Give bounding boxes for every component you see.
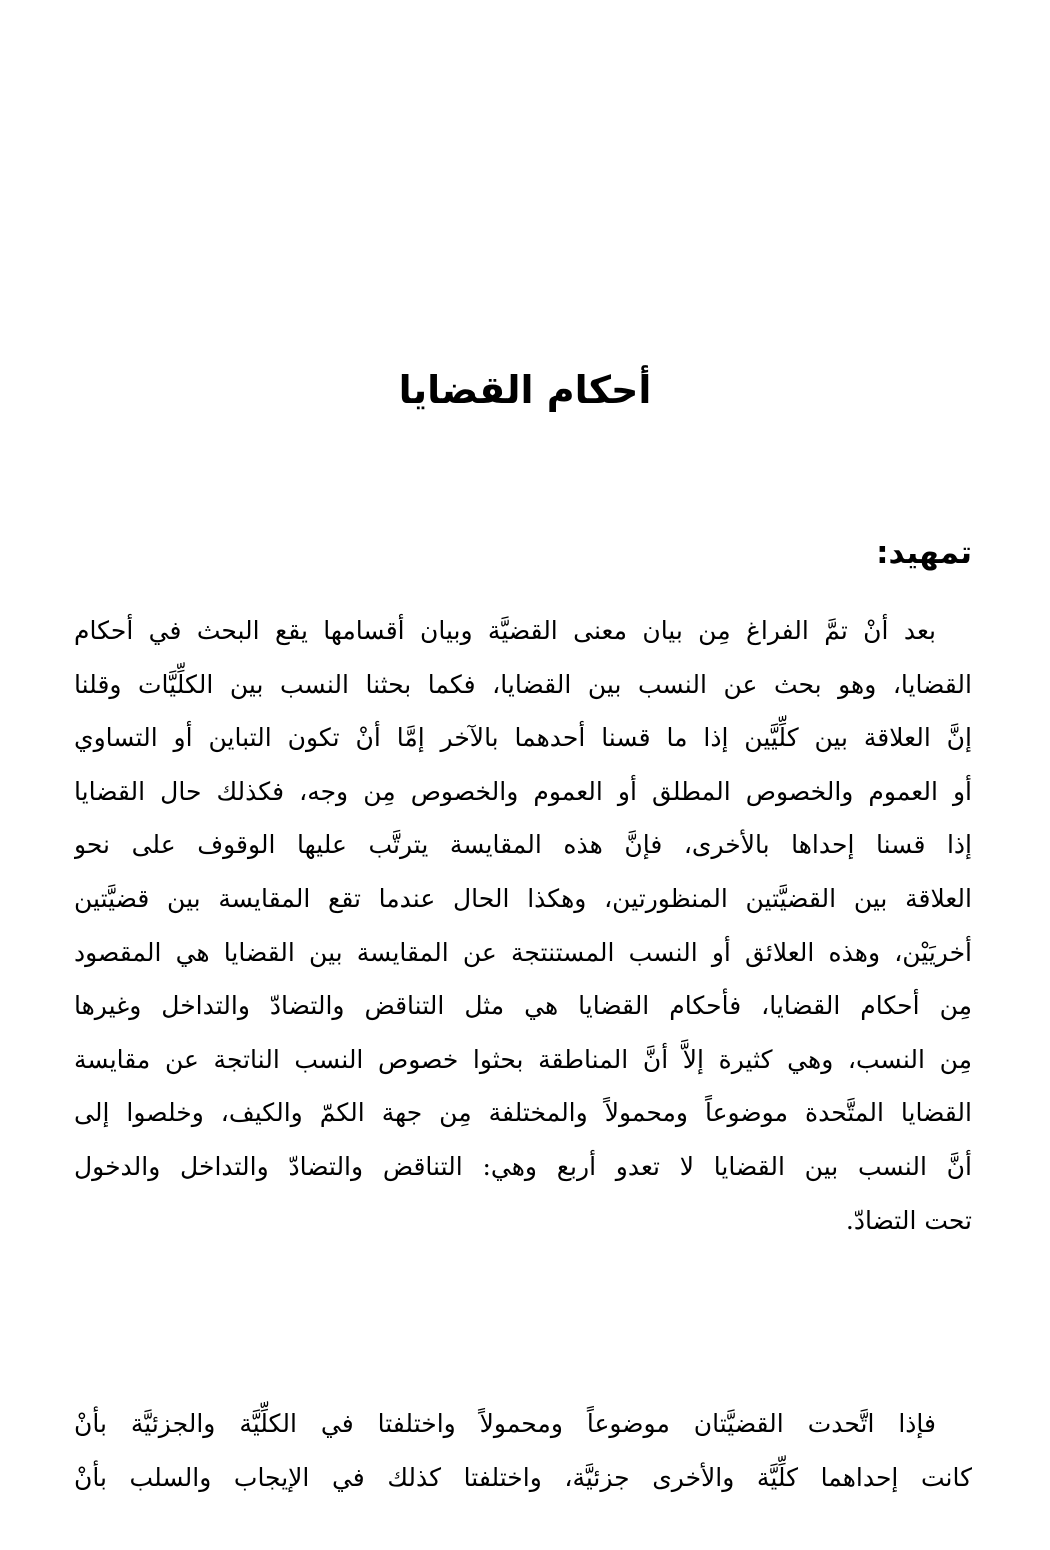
- paragraph-line: مِن أحكام القضايا، فأحكام القضايا هي مثل التناقض والتضادّ والتداخل وغيرها: [74, 991, 972, 1021]
- paragraph-line: إذا قسنا إحداها بالأخرى، فإنَّ هذه المقايسة يترتَّب عليها الوقوف على نحو: [74, 830, 972, 860]
- paragraph-1: [74, 604, 972, 1247]
- paragraph-line: القضايا، وهو بحث عن النسب بين القضايا، فكما بحثنا النسب بين الكلِّيَّات وقلنا: [74, 669, 972, 699]
- paragraph-line: مِن النسب، وهي كثيرة إلاَّ أنَّ المناطقة بحثوا خصوص النسب الناتجة عن مقايسة: [74, 1044, 972, 1074]
- paragraph-line: أخريَيْن، وهذه العلائق أو النسب المستنتجة عن المقايسة بين القضايا هي المقصود: [74, 937, 972, 967]
- paragraph-line: تحت التضادّ.: [845, 1205, 972, 1235]
- paragraph-line: العلاقة بين القضيَّتين المنظورتين، وهكذا الحال عندما تقع المقايسة بين قضيَّتين: [74, 883, 972, 913]
- chapter-title: أحكام القضايا: [398, 368, 652, 412]
- paragraph-line: إنَّ العلاقة بين كلِّيَّين إذا ما قسنا أحدهما بالآخر إمَّا أنْ تكون التباين أو التساوي: [74, 723, 972, 753]
- paragraph-line: كانت إحداهما كلِّيَّة والأخرى جزئيَّة، واختلفتا كذلك في الإيجاب والسلب بأنْ: [74, 1462, 972, 1492]
- section-heading: تمهيد:: [876, 535, 972, 571]
- paragraph-line: أنَّ النسب بين القضايا لا تعدو أربع وهي: التناقض والتضادّ والتداخل والدخول: [74, 1151, 972, 1181]
- paragraph-line: القضايا المتَّحدة موضوعاً ومحمولاً والمختلفة مِن جهة الكمّ والكيف، وخلصوا إلى: [74, 1098, 972, 1128]
- paragraph-line: أو العموم والخصوص المطلق أو العموم والخصوص مِن وجه، فكذلك حال القضايا: [74, 776, 972, 806]
- paragraph-2: [74, 1397, 972, 1504]
- paragraph-line: فإذا اتَّحدت القضيَّتان موضوعاً ومحمولاً واختلفتا في الكلِّيَّة والجزئيَّة بأنْ: [74, 1409, 936, 1438]
- paragraph-line: بعد أنْ تمَّ الفراغ مِن بيان معنى القضيَّة وبيان أقسامها يقع البحث في أحكام: [74, 616, 936, 645]
